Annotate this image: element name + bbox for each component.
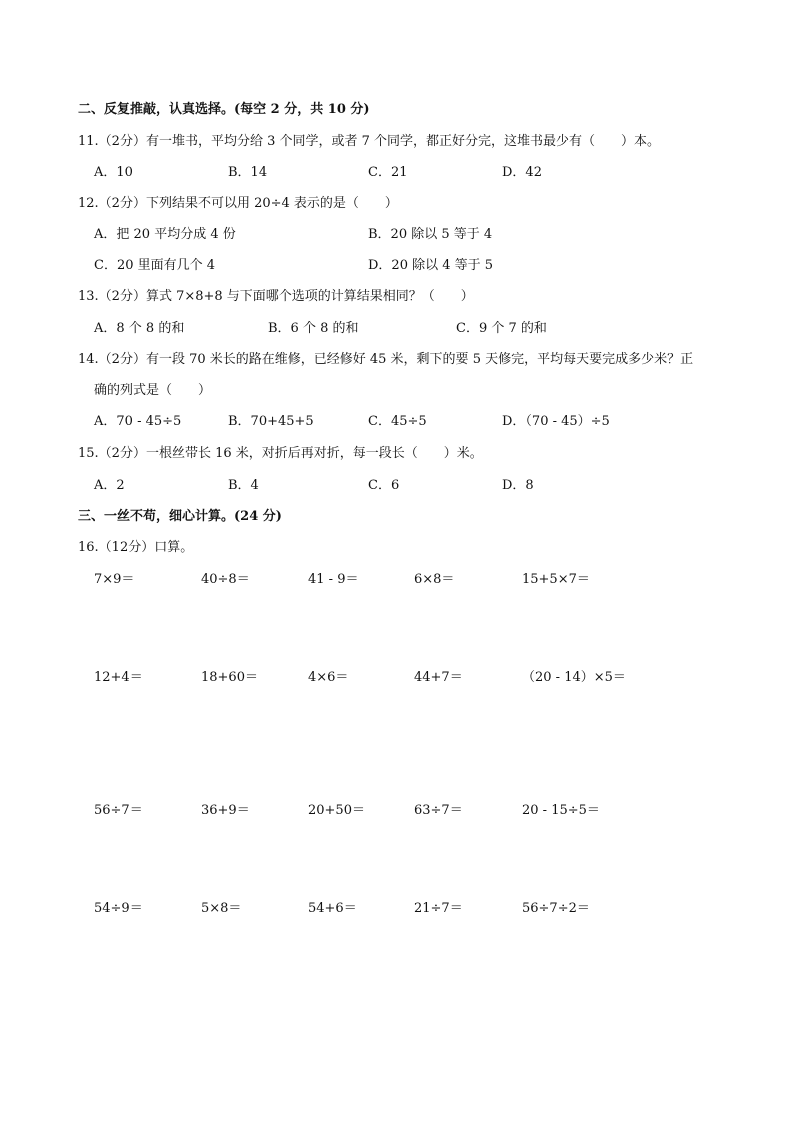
question-15-option-a: A．2 xyxy=(94,478,125,493)
question-15-option-c: C．6 xyxy=(368,478,400,493)
calc-item: （20 - 14）×5＝ xyxy=(522,670,626,685)
question-13-option-c: C．9 个 7 的和 xyxy=(456,321,547,336)
calc-item: 54+6＝ xyxy=(308,901,357,916)
question-12-stem: 12.（2分）下列结果不可以用 20÷4 表示的是（ ） xyxy=(78,196,398,211)
calc-item: 4×6＝ xyxy=(308,670,349,685)
question-14-option-a: A．70 - 45÷5 xyxy=(94,414,182,429)
calc-item: 63÷7＝ xyxy=(414,803,463,818)
calc-item: 5×8＝ xyxy=(201,901,242,916)
calc-item: 56÷7＝ xyxy=(94,803,143,818)
question-14-option-c: C．45÷5 xyxy=(368,414,427,429)
calc-item: 12+4＝ xyxy=(94,670,143,685)
question-15-stem: 15.（2分）一根丝带长 16 米，对折后再对折，每一段长（ ）米。 xyxy=(78,446,483,461)
calc-item: 54÷9＝ xyxy=(94,901,143,916)
question-11-option-a: A．10 xyxy=(94,165,133,180)
calc-item: 40÷8＝ xyxy=(201,572,250,587)
calc-item: 56÷7÷2＝ xyxy=(522,901,590,916)
question-12-option-b: B．20 除以 5 等于 4 xyxy=(368,227,493,242)
question-14-stem-continued: 确的列式是（ ） xyxy=(94,383,212,398)
question-12-option-d: D．20 除以 4 等于 5 xyxy=(368,258,494,273)
question-16-stem: 16.（12分）口算。 xyxy=(78,540,194,555)
question-13-stem: 13.（2分）算式 7×8+8 与下面哪个选项的计算结果相同？（ ） xyxy=(78,289,474,304)
calc-item: 41 - 9＝ xyxy=(308,572,359,587)
question-11-option-c: C．21 xyxy=(368,165,408,180)
question-13-option-a: A．8 个 8 的和 xyxy=(94,321,185,336)
calc-item: 44+7＝ xyxy=(414,670,463,685)
question-14-stem: 14.（2分）有一段 70 米长的路在维修，已经修好 45 米，剩下的要 5 天修完，平均每天要完成多少米？正 xyxy=(78,352,694,367)
question-11-option-b: B．14 xyxy=(228,165,268,180)
question-12-option-c: C．20 里面有几个 4 xyxy=(94,258,216,273)
calc-item: 6×8＝ xyxy=(414,572,455,587)
question-11-stem: 11.（2分）有一堆书，平均分给 3 个同学，或者 7 个同学，都正好分完，这堆书最少有（ ）本。 xyxy=(78,134,661,149)
question-15-option-d: D．8 xyxy=(502,478,534,493)
calc-item: 18+60＝ xyxy=(201,670,258,685)
section-3-title: 三、一丝不苟，细心计算。(24 分) xyxy=(78,509,282,524)
section-2-title: 二、反复推敲，认真选择。(每空 2 分，共 10 分) xyxy=(78,102,370,117)
calc-item: 15+5×7＝ xyxy=(522,572,590,587)
calc-item: 20+50＝ xyxy=(308,803,365,818)
question-15-option-b: B．4 xyxy=(228,478,259,493)
calc-item: 36+9＝ xyxy=(201,803,250,818)
question-13-option-b: B．6 个 8 的和 xyxy=(268,321,359,336)
question-14-option-b: B．70+45+5 xyxy=(228,414,314,429)
question-11-option-d: D．42 xyxy=(502,165,542,180)
calc-item: 21÷7＝ xyxy=(414,901,463,916)
question-12-option-a: A．把 20 平均分成 4 份 xyxy=(94,227,236,242)
calc-item: 20 - 15÷5＝ xyxy=(522,803,600,818)
question-14-option-d: D．（70 - 45）÷5 xyxy=(502,414,610,429)
calc-item: 7×9＝ xyxy=(94,572,135,587)
